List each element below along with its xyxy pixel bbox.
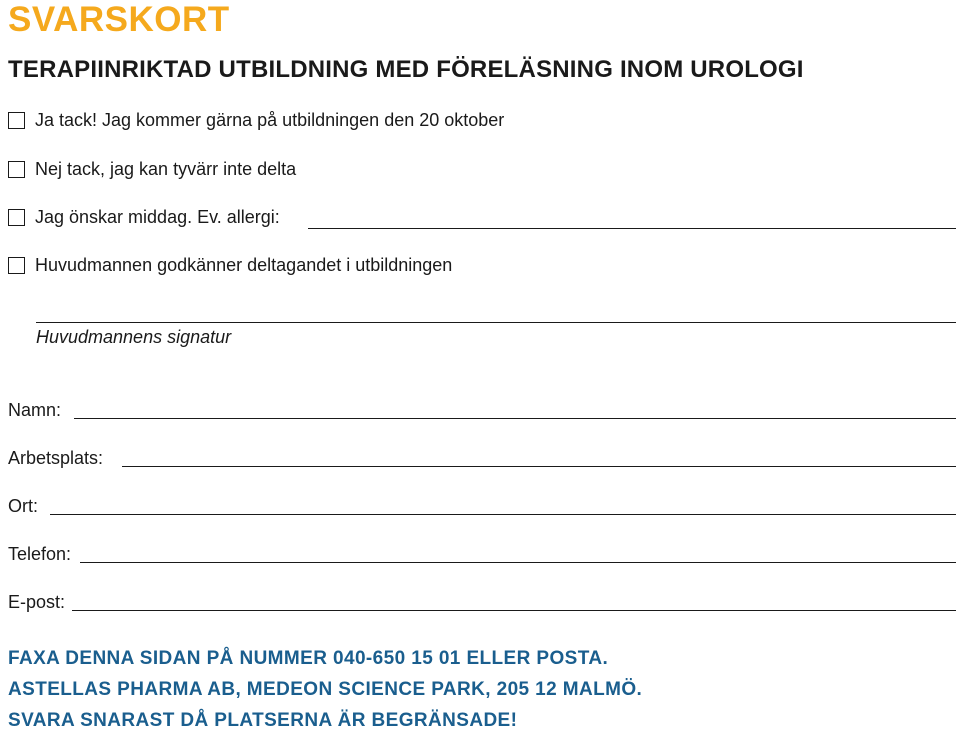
name-label: Namn:	[8, 400, 62, 420]
footer-fax: FAXA DENNA SIDAN PÅ NUMMER 040-650 15 01 ELLER POSTA.	[8, 648, 609, 669]
approval-label: Huvudmannen godkänner deltagandet i utbildningen	[35, 255, 453, 275]
decline-checkbox[interactable]	[8, 161, 25, 178]
allergy-input-line[interactable]	[308, 204, 956, 229]
dinner-checkbox[interactable]	[8, 209, 25, 226]
approval-checkbox[interactable]	[8, 257, 25, 274]
attend-label: Ja tack! Jag kommer gärna på utbildningen den 20 oktober	[35, 110, 505, 130]
city-input-line[interactable]	[50, 490, 956, 515]
name-input-line[interactable]	[74, 394, 956, 419]
workplace-label: Arbetsplats:	[8, 448, 104, 468]
dinner-label: Jag önskar middag. Ev. allergi:	[35, 207, 280, 227]
signature-line[interactable]	[36, 298, 956, 323]
option-approval	[8, 253, 452, 277]
option-dinner	[8, 205, 280, 229]
footer-hurry: SVARA SNARAST DÅ PLATSERNA ÄR BEGRÄNSADE!	[8, 710, 518, 731]
option-decline	[8, 157, 296, 181]
signature-label: Huvudmannens signatur	[36, 327, 232, 347]
attend-checkbox[interactable]	[8, 112, 25, 129]
option-attend	[8, 108, 504, 132]
city-label: Ort:	[8, 496, 38, 516]
footer-address: ASTELLAS PHARMA AB, MEDEON SCIENCE PARK, 205 12 MALMÖ.	[8, 679, 643, 700]
email-label: E-post:	[8, 592, 66, 612]
email-input-line[interactable]	[72, 586, 956, 611]
form-title: SVARSKORT	[8, 0, 230, 39]
workplace-input-line[interactable]	[122, 442, 956, 467]
phone-label: Telefon:	[8, 544, 72, 564]
decline-label: Nej tack, jag kan tyvärr inte delta	[35, 159, 297, 179]
phone-input-line[interactable]	[80, 538, 956, 563]
form-subtitle: TERAPIINRIKTAD UTBILDNING MED FÖRELÄSNING INOM UROLOGI	[8, 56, 804, 83]
